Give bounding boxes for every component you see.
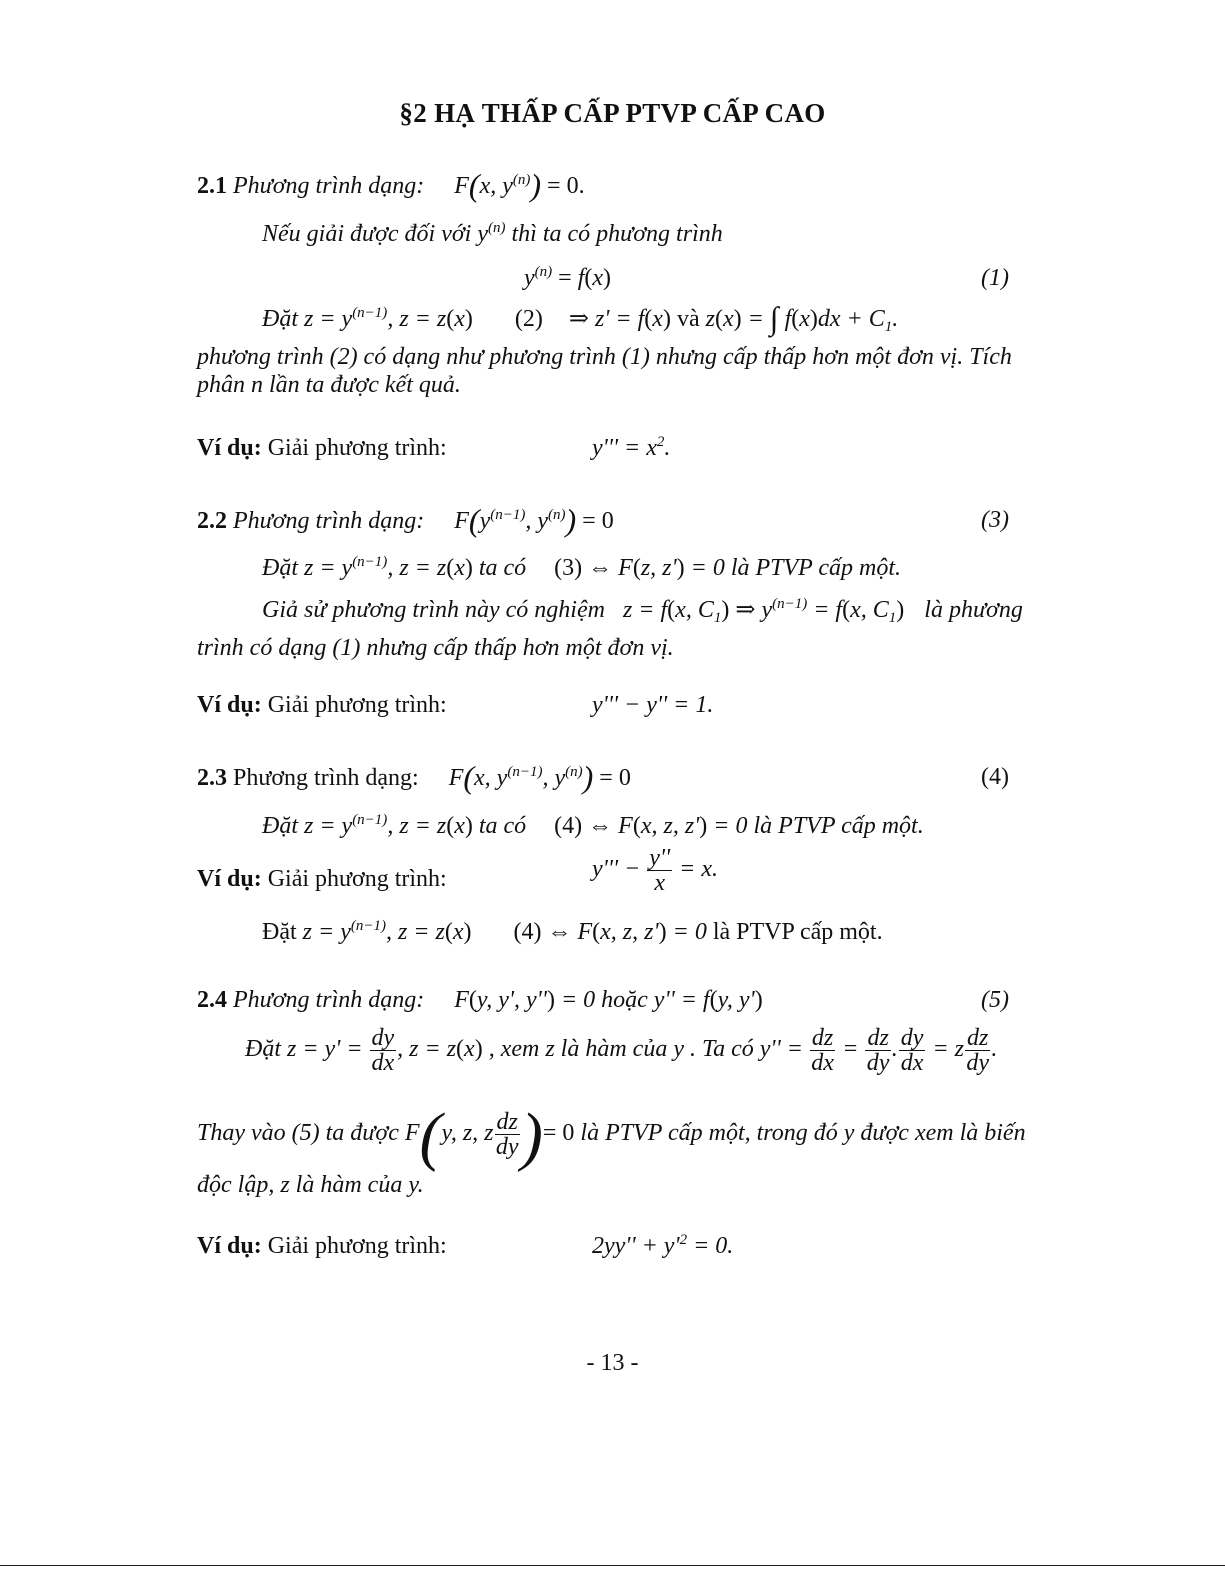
paragraph-line: Giả sử phương trình này có nghiệm z = f(x, $C_1$) ⇒ $y^{(n-1)} = f(x$, $C_1$) là phương — [262, 596, 1023, 626]
example-2-4: Ví dụ: Giải phương trình: — [197, 1233, 447, 1259]
section-number: 2.3 — [197, 765, 227, 791]
section-2-3-heading: 2.3 Phương trình dạng: F(x, $y^{(n-1)}$, $y^{(n)}) = 0$ — [197, 759, 631, 795]
example-2-2: Ví dụ: Giải phương trình: — [197, 692, 447, 718]
paragraph-line: phân n lần ta được kết quả. — [197, 372, 461, 398]
section-2-4-heading: 2.4 Phương trình dạng: F(y, y', y'') = 0 hoặc y'' = f(y, y') — [197, 987, 763, 1013]
bottom-rule — [0, 1565, 1225, 1566]
equation-number: (2) — [514, 306, 543, 332]
paragraph-line: trình có dạng (1) nhưng cấp thấp hơn một đơn vị. — [197, 635, 674, 661]
section-2-1-substitution: Đặt $z = y^{(n-1)}$, z = z(x) (2) ⇒ z' = f(x) và z(x) = ∫ $f(x)dx + C_1$. — [262, 300, 899, 336]
section-2-1-heading — [197, 167, 585, 203]
paragraph-line: độc lập, z là hàm của y. — [197, 1172, 424, 1198]
paragraph-line: phương trình (2) có dạng như phương trình (1) nhưng cấp thấp hơn một đơn vị. Tích — [197, 344, 1012, 370]
equation-number: (1) — [981, 265, 1009, 291]
equation-number: (5) — [981, 987, 1009, 1013]
section-2-3-substitution: Đặt $z = y^{(n-1)}$, z = z(x) ta có (4) ⇔ F(x, z, z') = 0 là PTVP cấp một. — [262, 812, 924, 839]
example-equation: $2yy'' + y'^2 = 0$. — [592, 1232, 734, 1259]
section-2-2-heading: 2.2 Phương trình dạng: $F(y^{(n-1)}$, $y^{(n)}) = 0$ — [197, 502, 614, 538]
section-heading-text: Phương trình dạng: — [233, 987, 425, 1013]
section-heading-text: Phương trình dạng: — [233, 765, 419, 791]
section-2-2-substitution: Đặt $z = y^{(n-1)}$, z = z(x) ta có (3) ⇔ F(z, z') = 0 là PTVP cấp một. — [262, 554, 902, 581]
section-number: 2.2 — [197, 508, 227, 534]
equation-number: (4) — [981, 764, 1009, 790]
section-number: 2.1 — [197, 173, 227, 199]
section-number: 2.4 — [197, 987, 227, 1013]
page-number: - 13 - — [586, 1350, 639, 1376]
section-2-3-substitution-2: Đặt $z = y^{(n-1)}$, z = z(x) (4) ⇔ F(x, z, z') = 0 là PTVP cấp một. — [262, 918, 883, 945]
example-2-1: Ví dụ: Giải phương trình: — [197, 435, 447, 461]
section-heading-text: Phương trình dạng: — [233, 173, 425, 199]
paragraph-line: Thay vào (5) ta được F(y, z, z $\frac{dz}{dy}$ )= 0 là PTVP cấp một, trong đó y được xem là biến — [197, 1100, 1026, 1174]
page-title: §2 HẠ THẤP CẤP PTVP CẤP CAO — [399, 98, 826, 128]
equation-number: (3) — [981, 507, 1009, 533]
example-2-3: Ví dụ: Giải phương trình: — [197, 866, 447, 892]
equation-1: $y^{(n)} = f(x)$ — [524, 264, 612, 291]
section-heading-text: Phương trình dạng: — [233, 508, 425, 534]
example-equation: y''' − y'' = 1. — [592, 692, 714, 718]
equation: F(x, $y^{(n)}) = 0$. — [454, 167, 585, 203]
section-2-4-substitution: Đặt z = y' = $\frac{dy}{dx}$ , z = z(x) , xem z là hàm của y . Ta có y'' = $\frac{dz}{dx}$ = $\frac{dz}{dy}$ . $\frac{dy}{dx}$ = z $\frac{dz}{dy}$ . — [245, 1025, 998, 1076]
section-2-1-intro: Nếu giải được đối với $y^{(n)}$ thì ta có phương trình — [262, 220, 723, 247]
example-equation: $y''' = x^2$. — [592, 434, 671, 461]
example-equation: y''' − $\frac{y''}{x}$ = x. — [592, 845, 719, 896]
